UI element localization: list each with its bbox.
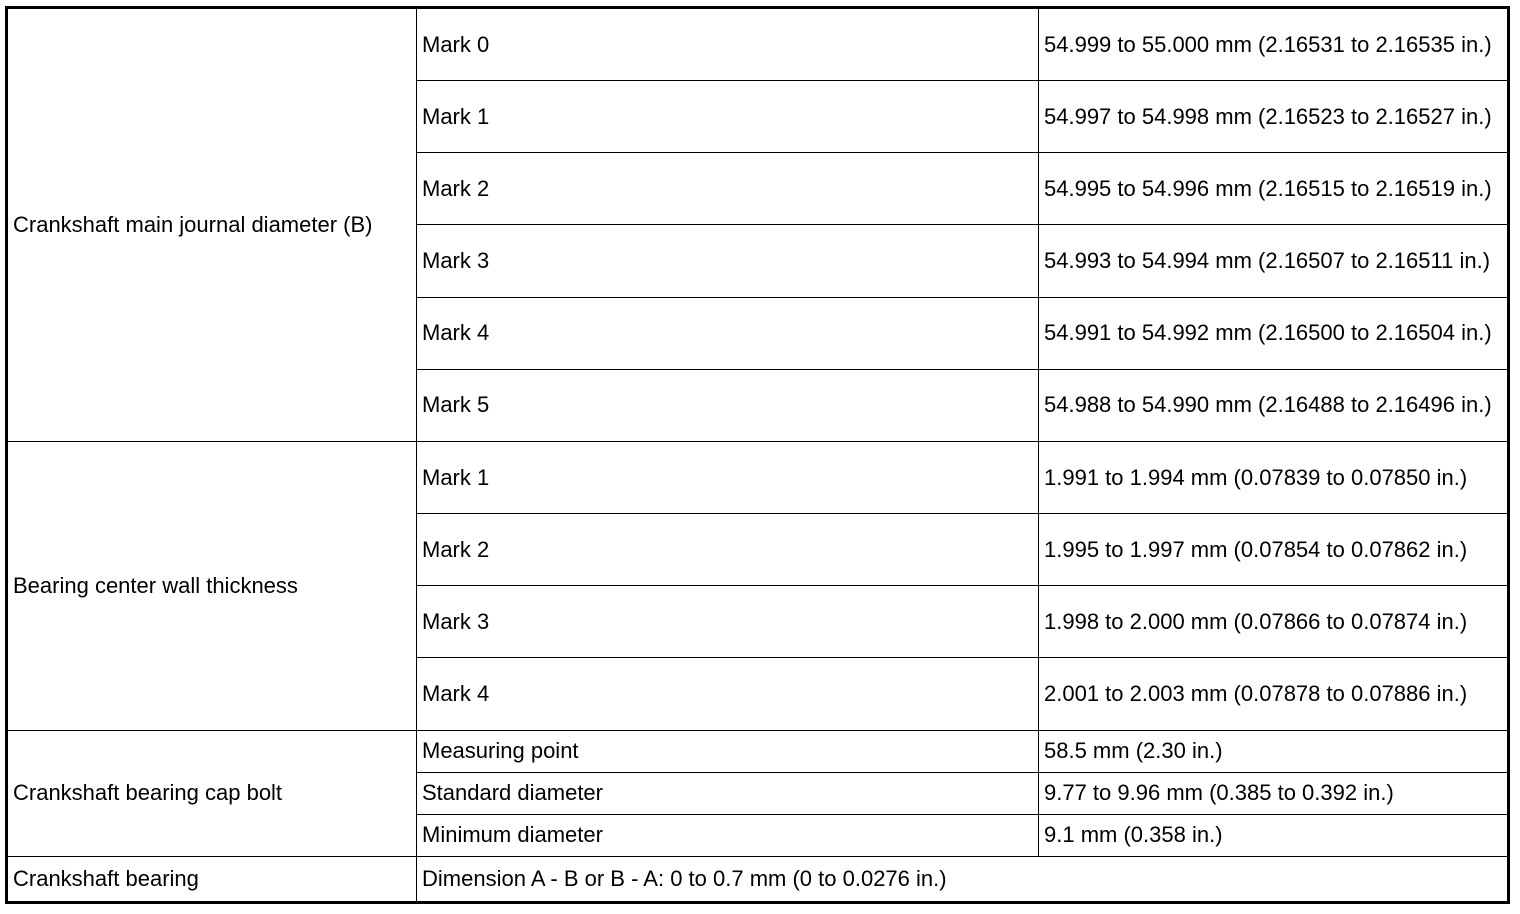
group-label-crankshaft-bearing: Crankshaft bearing <box>7 856 417 902</box>
mark-cell: Mark 4 <box>417 297 1039 369</box>
mark-cell: Mark 1 <box>417 441 1039 513</box>
value-cell: 54.997 to 54.998 mm (2.16523 to 2.16527 in.) <box>1039 81 1509 153</box>
mark-cell: Mark 1 <box>417 81 1039 153</box>
item-cell: Minimum diameter <box>417 814 1039 856</box>
mark-cell: Mark 4 <box>417 658 1039 730</box>
group-label-bearing-wall-thickness: Bearing center wall thickness <box>7 441 417 730</box>
value-cell: 1.998 to 2.000 mm (0.07866 to 0.07874 in.) <box>1039 586 1509 658</box>
table-row <box>7 730 1509 772</box>
value-cell: 2.001 to 2.003 mm (0.07878 to 0.07886 in.) <box>1039 658 1509 730</box>
mark-cell: Mark 0 <box>417 8 1039 81</box>
value-cell: 1.995 to 1.997 mm (0.07854 to 0.07862 in.) <box>1039 514 1509 586</box>
value-cell: 9.77 to 9.96 mm (0.385 to 0.392 in.) <box>1039 772 1509 814</box>
mark-cell: Mark 3 <box>417 586 1039 658</box>
mark-cell: Mark 5 <box>417 369 1039 441</box>
item-cell: Standard diameter <box>417 772 1039 814</box>
mark-cell: Mark 3 <box>417 225 1039 297</box>
value-cell: 9.1 mm (0.358 in.) <box>1039 814 1509 856</box>
table-row <box>7 8 1509 81</box>
table-row <box>7 856 1509 902</box>
value-cell: 54.988 to 54.990 mm (2.16488 to 2.16496 in.) <box>1039 369 1509 441</box>
value-cell: 58.5 mm (2.30 in.) <box>1039 730 1509 772</box>
mark-cell: Mark 2 <box>417 153 1039 225</box>
table-row <box>7 441 1509 513</box>
value-cell: 54.995 to 54.996 mm (2.16515 to 2.16519 in.) <box>1039 153 1509 225</box>
value-cell: 54.993 to 54.994 mm (2.16507 to 2.16511 in.) <box>1039 225 1509 297</box>
value-cell: 54.991 to 54.992 mm (2.16500 to 2.16504 in.) <box>1039 297 1509 369</box>
value-cell: 1.991 to 1.994 mm (0.07839 to 0.07850 in.) <box>1039 441 1509 513</box>
mark-cell: Mark 2 <box>417 514 1039 586</box>
item-cell: Measuring point <box>417 730 1039 772</box>
group-label-cap-bolt: Crankshaft bearing cap bolt <box>7 730 417 856</box>
value-cell: 54.999 to 55.000 mm (2.16531 to 2.16535 in.) <box>1039 8 1509 81</box>
spec-table <box>5 6 1510 904</box>
bearing-dimension-cell: Dimension A - B or B - A: 0 to 0.7 mm (0 to 0.0276 in.) <box>417 856 1509 902</box>
group-label-main-journal-diameter: Crankshaft main journal diameter (B) <box>7 8 417 442</box>
